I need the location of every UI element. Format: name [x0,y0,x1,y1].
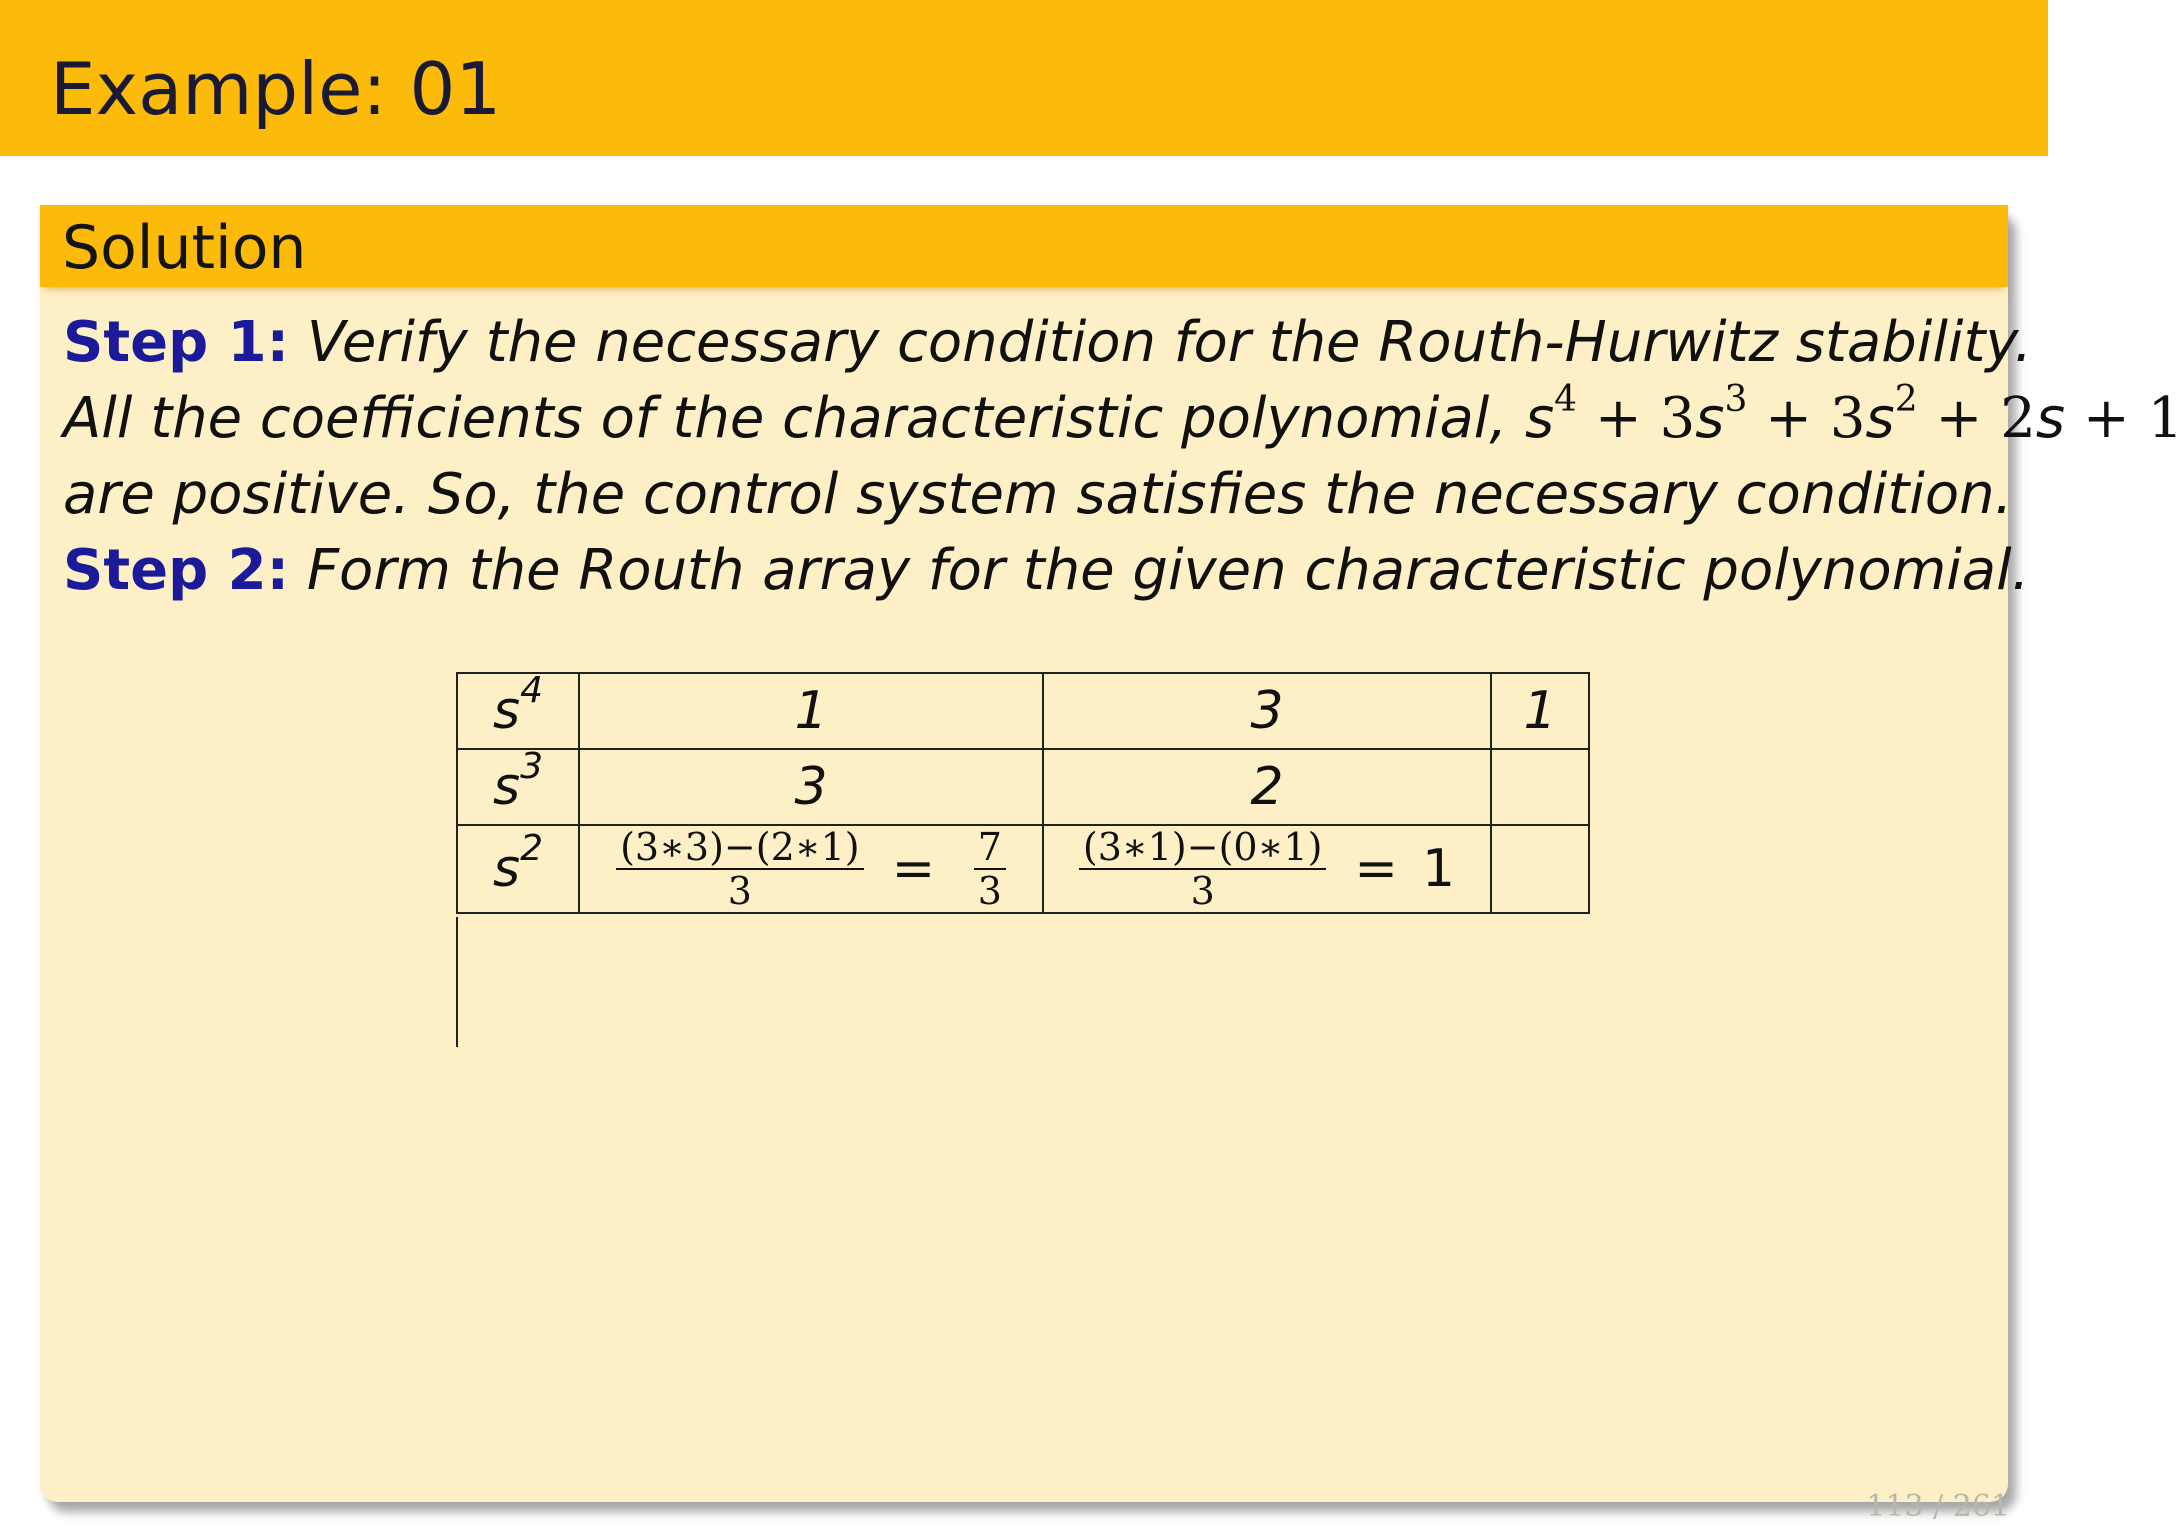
routh-row-label [457,746,579,825]
step1-line3-text: are positive. So, the control system satisfies the necessary condition. [63,462,2013,527]
fraction-numerator: (3∗3)−(2∗1) [616,826,864,870]
fraction-numerator: (3∗1)−(0∗1) [1079,826,1327,870]
routh-cell [1491,825,1589,913]
routh-row-s3 [457,749,1589,825]
block-title-bar [40,205,2008,287]
routh-row-label [457,670,579,749]
routh-row-s2 [457,825,1589,913]
page-number: 113 / 261 [1866,1489,2010,1524]
routh-cell-computed [579,825,1043,913]
poly-term2-base: s [1695,386,1725,451]
step1-label: Step 1: [63,310,290,375]
poly-term5: 1 [2147,386,2183,451]
routh-cell: 3 [1043,673,1491,749]
poly-term1-base: s [1524,386,1555,451]
step1-line [63,305,2032,381]
poly-op1: + [1594,386,1642,451]
routh-cell: 1 [1491,673,1589,749]
fraction [616,826,864,912]
poly-op3: + [1935,386,1983,451]
solution-block [40,205,2183,1502]
poly-term3-exp: 2 [1894,379,1918,420]
step1-line2-text: All the coefficients of the characteristic polynomial, [63,386,1508,451]
routh-cell-computed [1043,825,1491,913]
step1-text: Verify the necessary condition for the Routh-Hurwitz stability. [306,310,2032,375]
block-body [63,305,2183,609]
routh-array [456,672,1590,914]
step2-label: Step 2: [63,538,290,603]
frame-header [0,0,2048,156]
routh-row-label [457,825,579,913]
poly-term2-coef: 3 [1659,386,1696,451]
row-label-exp: 2 [520,828,543,869]
row-label-base: s [493,757,521,817]
step2-text: Form the Routh array for the given characteristic polynomial. [306,538,2030,603]
routh-row-s4 [457,673,1589,749]
poly-op4: + [2082,386,2130,451]
fraction [1079,826,1327,912]
fraction-denominator: 3 [1190,869,1215,913]
routh-cell: 3 [579,749,1043,825]
row-label-base: s [493,839,521,899]
result-fraction [974,826,1006,912]
routh-cell [1491,749,1589,825]
routh-cell: 1 [579,673,1043,749]
equals-sign: = [1354,839,1398,899]
poly-op2: + [1765,386,1813,451]
step1-line3 [63,457,2013,533]
result-value: 1 [1422,839,1456,899]
routh-array-continuation-line [456,917,458,1047]
poly-term4-coef: 2 [2000,386,2036,451]
poly-term1-exp: 4 [1554,379,1578,420]
fraction-numerator: 7 [974,826,1006,870]
step1-line2 [63,379,2183,457]
row-label-base: s [493,681,521,741]
poly-term2-exp: 3 [1724,379,1748,420]
poly-term3-coef: 3 [1829,386,1866,451]
poly-term3-base: s [1865,386,1895,451]
routh-cell: 2 [1043,749,1491,825]
poly-term4-base: s [2035,386,2066,451]
frame-title: Example: 01 [50,47,502,131]
fraction-denominator: 3 [727,869,752,913]
row-label-exp: 4 [520,670,543,711]
equals-sign: = [891,839,936,899]
characteristic-polynomial [1524,379,2183,451]
row-label-exp: 3 [520,746,543,787]
fraction-denominator: 3 [977,869,1002,913]
block-title: Solution [62,213,307,283]
step2-line [63,533,2030,609]
